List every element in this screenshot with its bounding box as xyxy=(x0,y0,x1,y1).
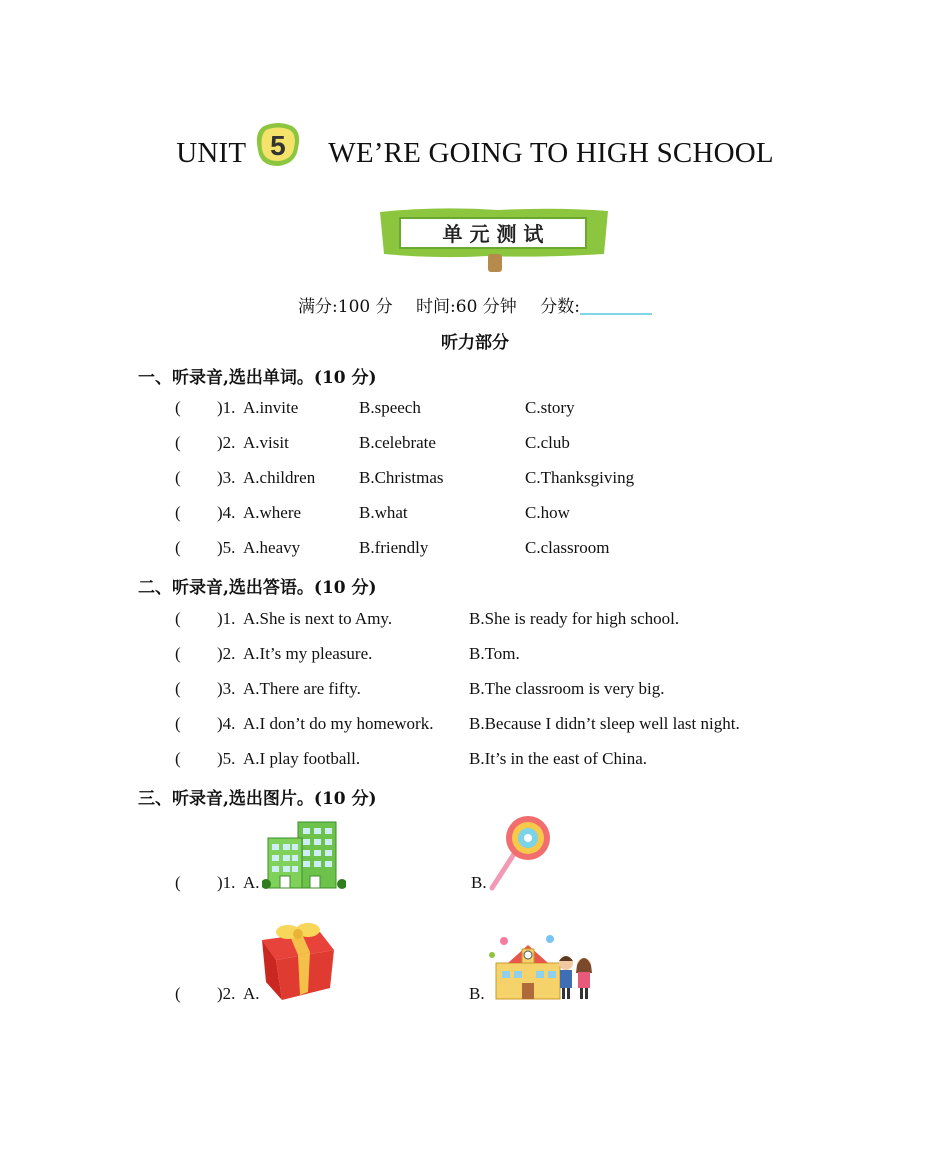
option-c: C.Thanksgiving xyxy=(525,468,635,487)
unit-number: 5 xyxy=(270,130,287,161)
option-a: A.I don’t do my homework. xyxy=(243,714,434,733)
question-number: )2. xyxy=(217,644,236,663)
answer-paren[interactable]: ( xyxy=(175,433,181,452)
option-c: C.classroom xyxy=(525,538,610,557)
option-b: B.Because I didn’t sleep well last night. xyxy=(469,714,740,733)
answer-paren[interactable]: ( xyxy=(175,714,181,733)
option-c: C.club xyxy=(525,433,570,452)
option-b: B.what xyxy=(359,503,408,522)
unit-number-badge xyxy=(254,122,302,168)
answer-paren[interactable]: ( xyxy=(175,644,181,663)
option-c: C.story xyxy=(525,398,575,417)
page-title xyxy=(0,128,950,178)
question-number: )1. xyxy=(217,873,236,892)
option-b: B.Tom. xyxy=(469,644,520,663)
question-number: )3. xyxy=(217,679,236,698)
exam-time: 时间:60 分钟 xyxy=(416,297,517,317)
option-a: A.There are fifty. xyxy=(243,679,361,698)
unit-label: UNIT xyxy=(176,136,247,169)
score-info xyxy=(0,292,950,317)
option-a: A.where xyxy=(243,503,302,522)
option-b: B. xyxy=(469,984,485,1003)
option-b: B.Christmas xyxy=(359,468,444,487)
banner-text: 单 元 测 试 xyxy=(442,222,544,246)
banner-tag-icon xyxy=(488,254,502,272)
option-b: B.The classroom is very big. xyxy=(469,679,665,698)
unit-badge-icon xyxy=(254,122,302,168)
option-b: B.celebrate xyxy=(359,433,436,452)
answer-paren[interactable]: ( xyxy=(175,749,181,768)
answer-paren[interactable]: ( xyxy=(175,679,181,698)
question-number: )1. xyxy=(217,609,236,628)
answer-paren[interactable]: ( xyxy=(175,503,181,522)
question-number: )2. xyxy=(217,433,236,452)
gift-box-icon[interactable] xyxy=(258,922,338,1002)
question-number: )5. xyxy=(217,749,236,768)
section-3-title: 三、听录音,选出图片。(10 分) xyxy=(138,789,377,809)
answer-paren[interactable]: ( xyxy=(175,984,181,1003)
option-a: A.She is next to Amy. xyxy=(243,609,393,628)
question-number: )2. xyxy=(217,984,236,1003)
option-a: A.heavy xyxy=(243,538,301,557)
option-a: A.invite xyxy=(243,398,299,417)
option-b: B. xyxy=(471,873,487,892)
answer-paren[interactable]: ( xyxy=(175,398,181,417)
question-number: )5. xyxy=(217,538,236,557)
score-label: 分数: xyxy=(540,297,580,317)
score-blank[interactable] xyxy=(580,297,652,315)
answer-paren[interactable]: ( xyxy=(175,873,181,892)
option-a: A.visit xyxy=(243,433,289,452)
answer-paren[interactable]: ( xyxy=(175,609,181,628)
option-a: A.children xyxy=(243,468,316,487)
question-number: )4. xyxy=(217,503,236,522)
option-c: C.how xyxy=(525,503,570,522)
school-children-icon[interactable] xyxy=(488,933,594,1001)
option-b: B.friendly xyxy=(359,538,429,557)
option-a: A.I play football. xyxy=(243,749,361,768)
lollipop-icon[interactable] xyxy=(484,814,556,892)
option-b: B.speech xyxy=(359,398,421,417)
listening-part-title: 听力部分 xyxy=(441,333,509,353)
question-number: )3. xyxy=(217,468,236,487)
unit-title: WE’RE GOING TO HIGH SCHOOL xyxy=(328,136,774,169)
building-icon[interactable] xyxy=(262,820,346,892)
unit-test-banner xyxy=(378,206,610,276)
option-a: A. xyxy=(243,873,260,892)
answer-paren[interactable]: ( xyxy=(175,468,181,487)
section-1-title: 一、听录音,选出单词。(10 分) xyxy=(138,368,377,388)
question-number: )4. xyxy=(217,714,236,733)
option-a: A.It’s my pleasure. xyxy=(243,644,373,663)
question-number: )1. xyxy=(217,398,236,417)
section-2-title: 二、听录音,选出答语。(10 分) xyxy=(138,578,377,598)
option-b: B.She is ready for high school. xyxy=(469,609,680,628)
option-b: B.It’s in the east of China. xyxy=(469,749,648,768)
full-score: 满分:100 分 xyxy=(298,297,393,317)
option-a: A. xyxy=(243,984,260,1003)
answer-paren[interactable]: ( xyxy=(175,538,181,557)
